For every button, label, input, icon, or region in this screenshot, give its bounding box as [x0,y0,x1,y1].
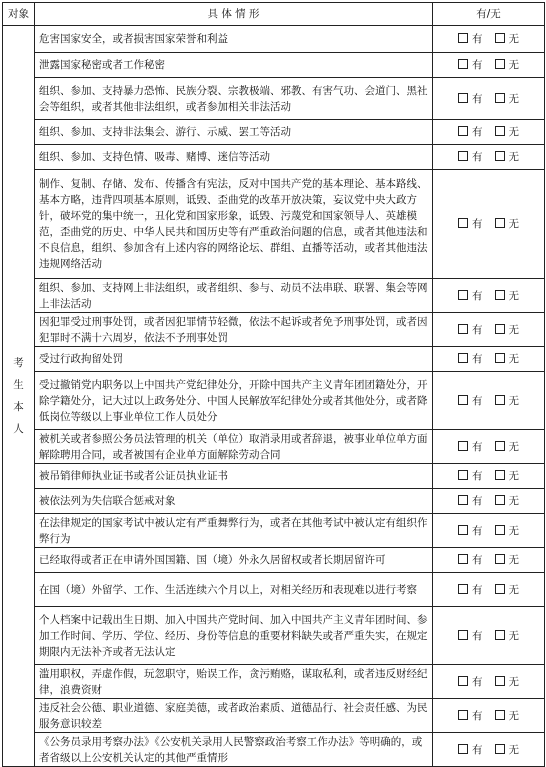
situation-text: 被依法列为失信联合惩戒对象 [35,489,433,514]
yes-no-cell [433,430,545,464]
situation-text: 在法律规定的国家考试中被认定有严重舞弊行为，或者在其他考试中被认定有组织作弊行为 [35,514,433,548]
table-row [3,279,545,313]
option-no[interactable] [495,31,520,47]
option-label-no: 无 [508,709,519,722]
yes-no-cell [433,145,545,170]
option-label-no: 无 [508,629,519,642]
option-no[interactable] [495,552,520,568]
checkbox-no[interactable] [495,676,505,686]
situation-text: 滥用职权，弄虚作假，玩忽职守，贻误工作，贪污贿赂，谋取私利，或者违反财经纪律，浪费资财 [35,665,433,699]
option-no[interactable] [495,628,520,644]
header-situation: 具 体 情 形 [35,3,433,26]
option-label-no: 无 [508,495,519,507]
table-row [3,347,545,372]
yes-no-cell [433,313,545,347]
checkbox-yes[interactable] [458,525,468,535]
yes-no-cell [433,78,545,120]
table-row [3,665,545,699]
option-label-yes: 有 [472,353,483,365]
option-yes[interactable] [458,393,483,409]
table-row [3,78,545,120]
option-label-no: 无 [508,743,519,756]
option-label-yes: 有 [472,470,483,482]
situation-text: 组织、参加、支持色情、吸毒、赌博、迷信等活动 [35,145,433,170]
checkbox-yes[interactable] [458,126,468,136]
option-no[interactable] [495,582,520,598]
checkbox-no[interactable] [495,93,505,103]
option-no[interactable] [495,493,520,509]
table-row [3,514,545,548]
option-no[interactable] [495,124,520,140]
checkbox-yes[interactable] [458,584,468,594]
checkbox-yes[interactable] [458,630,468,640]
option-yes[interactable] [458,288,483,304]
yes-no-cell [433,464,545,489]
yes-no-cell [433,53,545,78]
option-label-yes: 有 [472,629,483,642]
yes-no-cell [433,279,545,313]
option-label-yes: 有 [472,126,483,138]
table-row [3,372,545,430]
table-row [3,120,545,145]
checkbox-no[interactable] [495,290,505,300]
table-row [3,430,545,464]
checkbox-yes[interactable] [458,151,468,161]
situation-text: 危害国家安全，或者损害国家荣誉和利益 [35,26,433,53]
option-yes[interactable] [458,674,483,690]
checkbox-yes[interactable] [458,218,468,228]
option-label-yes: 有 [472,524,483,537]
situation-text: 受过撤销党内职务以上中国共产党纪律处分，开除中国共产主义青年团团籍处分，开除学籍处分，记大过以上政务处分、中国人民解放军纪律处分或者其他处分，或者降低岗位等级以上事业单位工作人员处分 [35,372,433,430]
option-yes[interactable] [458,322,483,338]
option-label-no: 无 [508,59,519,71]
option-no[interactable] [495,288,520,304]
option-label-no: 无 [508,353,519,365]
checkbox-yes[interactable] [458,353,468,363]
option-label-no: 无 [508,92,519,105]
checkbox-no[interactable] [495,584,505,594]
situation-text: 被机关或者参照公务员法管理的机关（单位）取消录用或者辞退，被事业单位单方面解除聘用合同，或者被国有企业单方面解除劳动合同 [35,430,433,464]
situation-text: 组织、参加、支持网上非法组织，或者组织、参与、动员不法串联、联署、集会等网上非法活动 [35,279,433,313]
yes-no-cell [433,514,545,548]
option-yes[interactable] [458,468,483,484]
checkbox-no[interactable] [495,59,505,69]
situation-text: 违反社会公德、职业道德、家庭美德，或者政治素质、道德品行、社会责任感、为民服务意识较差 [35,699,433,733]
checkbox-yes[interactable] [458,59,468,69]
option-label-no: 无 [508,151,519,163]
option-label-yes: 有 [472,743,483,756]
option-no[interactable] [495,468,520,484]
option-yes[interactable] [458,552,483,568]
option-label-yes: 有 [472,394,483,407]
checkbox-yes[interactable] [458,495,468,505]
situation-text: 因犯罪受过刑事处罚，或者因犯罪情节轻微，依法不起诉或者免予刑事处罚，或者因犯罪时不满十六周岁，依法不予刑事处罚 [35,313,433,347]
checkbox-yes[interactable] [458,324,468,334]
checkbox-yes[interactable] [458,93,468,103]
checkbox-no[interactable] [495,441,505,451]
option-label-yes: 有 [472,495,483,507]
option-label-no: 无 [508,289,519,302]
option-label-yes: 有 [472,33,483,45]
option-label-yes: 有 [472,59,483,71]
yes-no-cell [433,573,545,607]
option-no[interactable] [495,674,520,690]
option-label-yes: 有 [472,218,483,230]
option-yes[interactable] [458,124,483,140]
option-label-yes: 有 [472,323,483,336]
yes-no-cell [433,733,545,767]
option-label-no: 无 [508,218,519,230]
option-yes[interactable] [458,57,483,73]
option-label-no: 无 [508,323,519,336]
option-yes[interactable] [458,742,483,758]
option-label-yes: 有 [472,151,483,163]
checkbox-yes[interactable] [458,290,468,300]
option-label-no: 无 [508,394,519,407]
option-yes[interactable] [458,91,483,107]
situation-text: 组织、参加、支持暴力恐怖、民族分裂、宗教极端、邪教、有害气功、会道门、黑社会等组织，或者其他非法组织，或者参加相关非法活动 [35,78,433,120]
yes-no-cell [433,120,545,145]
checkbox-no[interactable] [495,630,505,640]
checkbox-no[interactable] [495,710,505,720]
checkbox-no[interactable] [495,744,505,754]
option-label-yes: 有 [472,675,483,688]
option-label-no: 无 [508,33,519,45]
situation-text: 泄露国家秘密或者工作秘密 [35,53,433,78]
option-no[interactable] [495,708,520,724]
situation-text: 制作、复制、存储、发布、传播含有宪法，反对中国共产党的基本理论、基本路线、基本方略，违背四项基本原则，诋毁、歪曲党的改革开放决策，妄议党中央大政方针，破坏党的集中统一，丑化党和国家形象，诋毁、污蔑党和国家领导人、英雄模范，歪曲党的历史、中华人民共和国历史等有严重政治问题的信息，或者其他违法和不良信息，组织、参加含有上述内容的网络论坛、群组、直播等活动，或者其他违法违规网络活动 [35,170,433,279]
table-row [3,26,545,53]
checkbox-yes[interactable] [458,554,468,564]
option-label-yes: 有 [472,709,483,722]
option-label-no: 无 [508,126,519,138]
checkbox-yes[interactable] [458,676,468,686]
subject-label: 考生本人 [13,357,24,435]
checkbox-yes[interactable] [458,441,468,451]
situation-rows [3,26,545,767]
table-row [3,53,545,78]
checkbox-no[interactable] [495,218,505,228]
table-row [3,464,545,489]
option-no[interactable] [495,439,520,455]
yes-no-cell [433,699,545,733]
yes-no-cell [433,665,545,699]
situation-text: 被吊销律师执业证书或者公证员执业证书 [35,464,433,489]
yes-no-cell [433,489,545,514]
option-yes[interactable] [458,351,483,367]
subject-cell [3,26,35,767]
header-yes-no: 有/无 [433,3,545,26]
option-yes[interactable] [458,216,483,232]
option-yes[interactable] [458,149,483,165]
checkbox-no[interactable] [495,395,505,405]
yes-no-cell [433,26,545,53]
yes-no-cell [433,347,545,372]
checkbox-no[interactable] [495,470,505,480]
situation-text: 在国（境）外留学、工作、生活连续六个月以上，对相关经历和表现难以进行考察 [35,573,433,607]
checkbox-yes[interactable] [458,33,468,43]
yes-no-cell [433,170,545,279]
option-no[interactable] [495,523,520,539]
option-no[interactable] [495,91,520,107]
option-label-yes: 有 [472,92,483,105]
checkbox-no[interactable] [495,525,505,535]
yes-no-cell [433,372,545,430]
option-label-yes: 有 [472,289,483,302]
option-label-no: 无 [508,524,519,537]
checkbox-yes[interactable] [458,710,468,720]
checkbox-yes[interactable] [458,470,468,480]
political-review-form-table [2,2,545,767]
option-no[interactable] [495,322,520,338]
checkbox-no[interactable] [495,324,505,334]
header-object: 对象 [3,3,35,26]
table-row [3,733,545,767]
situation-text: 《公务员录用考察办法》《公安机关录用人民警察政治考察工作办法》等明确的，或者省级以上公安机关认定的其他严重情形 [35,733,433,767]
option-yes[interactable] [458,582,483,598]
yes-no-cell [433,607,545,665]
option-label-no: 无 [508,554,519,566]
table-row [3,607,545,665]
option-yes[interactable] [458,31,483,47]
option-yes[interactable] [458,493,483,509]
table-row [3,313,545,347]
checkbox-no[interactable] [495,554,505,564]
option-no[interactable] [495,393,520,409]
option-label-yes: 有 [472,440,483,453]
option-no[interactable] [495,216,520,232]
table-row [3,170,545,279]
option-yes[interactable] [458,523,483,539]
checkbox-no[interactable] [495,495,505,505]
situation-text: 个人档案中记载出生日期、加入中国共产党时间、加入中国共产主义青年团时间、参加工作时间、学历、学位、经历、身份等信息的重要材料缺失或者严重失实，在规定期限内无法补齐或者无法认定 [35,607,433,665]
option-no[interactable] [495,742,520,758]
checkbox-no[interactable] [495,353,505,363]
situation-text: 组织、参加、支持非法集会、游行、示威、罢工等活动 [35,120,433,145]
checkbox-no[interactable] [495,33,505,43]
table-row [3,699,545,733]
option-yes[interactable] [458,628,483,644]
option-label-no: 无 [508,583,519,596]
option-yes[interactable] [458,439,483,455]
option-no[interactable] [495,149,520,165]
option-yes[interactable] [458,708,483,724]
checkbox-no[interactable] [495,126,505,136]
option-label-yes: 有 [472,554,483,566]
option-no[interactable] [495,351,520,367]
checkbox-no[interactable] [495,151,505,161]
header-row [3,3,545,26]
checkbox-yes[interactable] [458,395,468,405]
checkbox-yes[interactable] [458,744,468,754]
table-row [3,145,545,170]
option-label-no: 无 [508,440,519,453]
yes-no-cell [433,548,545,573]
situation-text: 受过行政拘留处罚 [35,347,433,372]
table-row [3,489,545,514]
table-row [3,548,545,573]
option-label-yes: 有 [472,583,483,596]
option-label-no: 无 [508,470,519,482]
option-no[interactable] [495,57,520,73]
option-label-no: 无 [508,675,519,688]
table-row [3,573,545,607]
situation-text: 已经取得或者正在申请外国国籍、国（境）外永久居留权或者长期居留许可 [35,548,433,573]
